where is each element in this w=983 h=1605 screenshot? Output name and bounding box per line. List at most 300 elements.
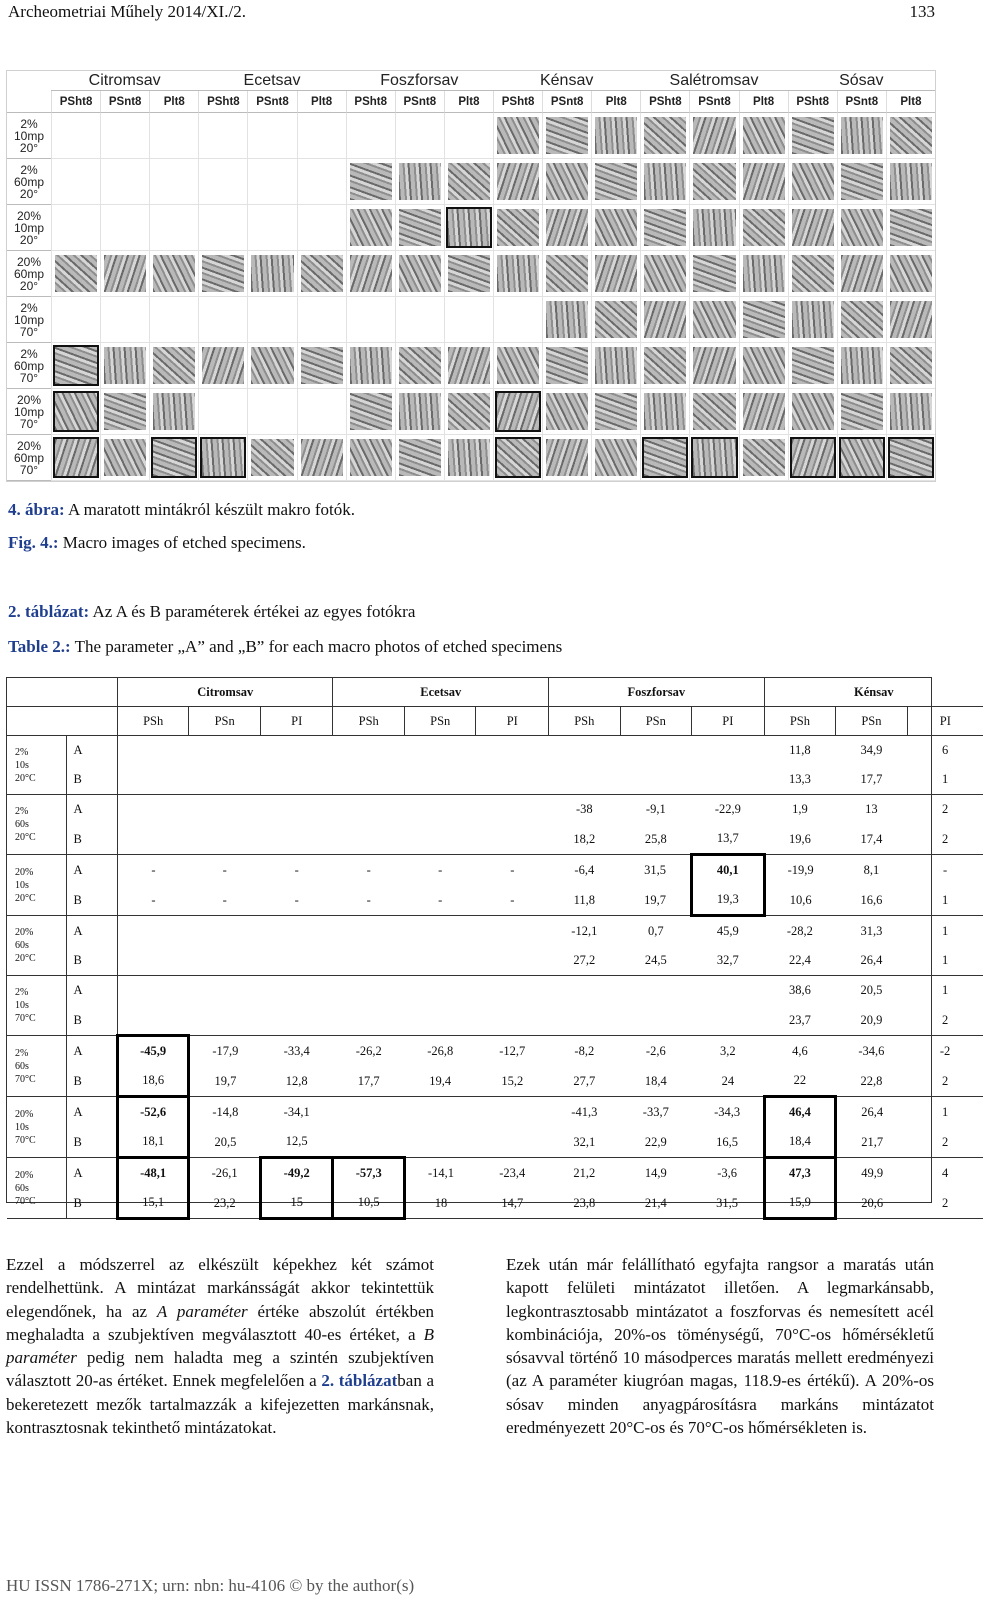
table-value-cell bbox=[404, 795, 476, 825]
table-row bbox=[7, 765, 983, 795]
table-value-cell: -17,9 bbox=[212, 1043, 239, 1058]
table-group-label-line: 20°C bbox=[15, 832, 36, 843]
parameter-table-grid bbox=[7, 678, 983, 1220]
figure-photo-cell bbox=[542, 435, 591, 481]
figure-photo-cell bbox=[788, 435, 837, 481]
table-value-cell bbox=[333, 946, 405, 976]
macro-photo bbox=[841, 439, 883, 476]
macro-photo bbox=[841, 301, 883, 338]
macro-photo bbox=[841, 255, 883, 292]
figure-photo-cell bbox=[444, 251, 493, 297]
figure-photo-cell bbox=[346, 389, 395, 435]
macro-photo bbox=[448, 439, 490, 476]
figure-subcol-header: PSnt8 bbox=[100, 91, 149, 113]
table-sub-header: PSh bbox=[117, 707, 189, 736]
figure-corner bbox=[7, 71, 51, 113]
table-value-cell: 13,7 bbox=[692, 824, 765, 855]
table-group-label bbox=[7, 916, 67, 976]
body-text-right: Ezek után már felállítható egyfajta rangsor a maratás után kapott felületi mintázatot illetően. A legmarkánsabb, legkontrasztosabb mintázatot a foszforvas és nemesített acél kombinációja, 20%-os töménységű, 70°C-os hőmérsékletű sósavval történő 10 másodperces maratás mellett eredményezi (az A paraméter kiugróan magas, 118.9-es értékű). A 20%-os sósav minden anyagpárosításra markáns mintázatot eredményezett 20°C-os és 70°C-os hőmérsékleten is. bbox=[506, 1255, 934, 1438]
table-value-cell: -26,8 bbox=[427, 1043, 454, 1058]
table-value-cell: - bbox=[117, 885, 189, 916]
figure-row-label-line: 2% bbox=[20, 300, 38, 315]
table-param-label: B bbox=[67, 765, 117, 795]
figure-row-label bbox=[7, 343, 51, 389]
figure-photo-cell bbox=[346, 113, 395, 159]
table-group-label-line: 20°C bbox=[15, 892, 36, 904]
table-value-cell: 18,1 bbox=[117, 1127, 189, 1158]
figure-photo-cell bbox=[689, 159, 738, 205]
figure-row-label-line: 60mp bbox=[13, 174, 45, 189]
table-value-cell: 23,8 bbox=[549, 1188, 621, 1219]
figure-photo-cell bbox=[346, 251, 395, 297]
macro-photo bbox=[792, 347, 834, 384]
macro-photo bbox=[890, 439, 932, 476]
macro-photo bbox=[399, 255, 441, 292]
table-value-cell bbox=[620, 976, 692, 1006]
table-value-cell: 4,6 bbox=[792, 1043, 808, 1058]
figure-photo-cell bbox=[591, 435, 640, 481]
macro-photo bbox=[153, 393, 195, 430]
figure-photo-cell bbox=[591, 343, 640, 389]
table-value-cell: 2 bbox=[907, 1188, 983, 1219]
table-group-label-line: 70°C bbox=[15, 1073, 36, 1085]
table-sub-header: PSn bbox=[189, 707, 261, 736]
table-value-cell bbox=[333, 824, 405, 855]
macro-photo bbox=[890, 209, 932, 246]
table-caption-en: Table 2.: The parameter „A” and „B” for each macro photos of etched specimens bbox=[8, 637, 563, 656]
figure-photo-cell bbox=[346, 435, 395, 481]
footer-issn: HU ISSN 1786-271X; urn: nbn: hu-4106 © by the author(s) bbox=[6, 1576, 415, 1595]
page-number: 133 bbox=[909, 2, 935, 21]
table-value-cell bbox=[117, 976, 189, 1006]
table-sub-header: PSn bbox=[404, 707, 476, 736]
table-value-cell: 12,8 bbox=[260, 1066, 333, 1097]
figure-photo-cell bbox=[395, 435, 444, 481]
figure-photo-cell bbox=[297, 113, 346, 159]
table-value-cell bbox=[260, 916, 333, 947]
figure-photo-cell bbox=[149, 343, 198, 389]
table-sub-header: PSh bbox=[764, 707, 836, 736]
macro-photo bbox=[546, 301, 588, 338]
figure-photo-cell bbox=[788, 205, 837, 251]
macro-photo bbox=[497, 163, 539, 200]
macro-photo bbox=[202, 255, 244, 292]
macro-photo bbox=[841, 117, 883, 154]
figure-photo-cell bbox=[51, 251, 100, 297]
table-row bbox=[7, 795, 983, 825]
figure-photo-cell bbox=[247, 297, 296, 343]
figure-photo-cell bbox=[444, 159, 493, 205]
table-value-cell: 14,9 bbox=[644, 1165, 667, 1180]
figure-photo-cell bbox=[395, 297, 444, 343]
table-group-label bbox=[7, 1036, 67, 1097]
figure-photo-cell bbox=[198, 113, 247, 159]
table-value-cell: -33,7 bbox=[642, 1104, 669, 1119]
table-group-label-line: 2% bbox=[15, 746, 29, 758]
macro-photo bbox=[644, 439, 686, 476]
figure-photo-cell bbox=[297, 205, 346, 251]
table-corner bbox=[7, 678, 67, 707]
figure-photo-cell bbox=[198, 389, 247, 435]
figure-photo-cell bbox=[100, 435, 149, 481]
figure-subcol-header: PSnt8 bbox=[837, 91, 886, 113]
figure-photo-cell bbox=[395, 251, 444, 297]
figure-photo-cell bbox=[837, 251, 886, 297]
figure-row-label-line: 20° bbox=[19, 232, 39, 247]
table-value-cell bbox=[333, 765, 405, 795]
figure-photo-cell bbox=[149, 435, 198, 481]
table-value-cell bbox=[260, 976, 333, 1006]
macro-photo bbox=[55, 393, 97, 430]
figure-photo-cell bbox=[886, 251, 935, 297]
macro-photo bbox=[399, 393, 441, 430]
table-value-cell bbox=[260, 1005, 333, 1036]
figure-photo-cell bbox=[346, 205, 395, 251]
figure-acid-header: Ecetsav bbox=[198, 71, 345, 91]
table-value-cell: 18,2 bbox=[549, 824, 621, 855]
figure-photo-cell bbox=[346, 343, 395, 389]
figure-photo-cell bbox=[591, 251, 640, 297]
table-param-label: A bbox=[67, 976, 117, 1006]
table-value-cell: -14,8 bbox=[212, 1104, 239, 1119]
figure-photo-cell bbox=[247, 389, 296, 435]
table-value-cell: - bbox=[260, 885, 333, 916]
macro-photo bbox=[55, 255, 97, 292]
figure-row-label-line: 20% bbox=[16, 392, 42, 407]
figure-photo-cell bbox=[837, 389, 886, 435]
table-row bbox=[7, 824, 983, 855]
figure-row-label-line: 2% bbox=[20, 162, 38, 177]
figure-photo-cell bbox=[444, 435, 493, 481]
figure-photo-cell bbox=[837, 343, 886, 389]
table-sub-header: PSh bbox=[549, 707, 621, 736]
figure-photo-cell bbox=[444, 205, 493, 251]
table-value-cell bbox=[476, 795, 549, 825]
table-value-cell: 22,4 bbox=[764, 946, 836, 976]
figure-photo-cell bbox=[198, 159, 247, 205]
table-value-cell bbox=[333, 976, 405, 1006]
macro-photo bbox=[350, 393, 392, 430]
table-value-cell: 26,4 bbox=[836, 946, 908, 976]
figure-photo-cell bbox=[149, 251, 198, 297]
macro-photo bbox=[792, 163, 834, 200]
macro-photo bbox=[251, 439, 293, 476]
table-row bbox=[7, 916, 983, 947]
figure-caption-en: Fig. 4.: Macro images of etched specimens. bbox=[8, 533, 306, 552]
table-value-cell bbox=[692, 1005, 765, 1036]
macro-photo bbox=[644, 209, 686, 246]
table-value-cell bbox=[404, 736, 476, 766]
table-value-cell bbox=[117, 824, 189, 855]
table-group-label-line: 70°C bbox=[15, 1134, 36, 1146]
macro-photo bbox=[890, 347, 932, 384]
figure-photo-cell bbox=[395, 205, 444, 251]
table-row bbox=[7, 855, 983, 886]
table-value-cell: 1 bbox=[907, 946, 983, 976]
figure-subcol-header: PSht8 bbox=[51, 91, 100, 113]
table-sub-header: PI bbox=[476, 707, 549, 736]
table-sub-header: PI bbox=[260, 707, 333, 736]
table-value-cell: - bbox=[510, 862, 515, 877]
figure-photo-cell bbox=[395, 159, 444, 205]
table-value-cell: 19,4 bbox=[404, 1066, 476, 1097]
table-value-cell: 16,5 bbox=[692, 1127, 765, 1158]
figure-row-label-line: 20% bbox=[16, 254, 42, 269]
figure-photo-cell bbox=[788, 389, 837, 435]
table-value-cell bbox=[476, 916, 549, 947]
table-value-cell bbox=[117, 1005, 189, 1036]
figure-photo-cell bbox=[395, 343, 444, 389]
figure-photo-cell bbox=[640, 389, 689, 435]
table-param-label: B bbox=[67, 885, 117, 916]
table-value-cell: 20,6 bbox=[836, 1188, 908, 1219]
table-value-cell: 19,6 bbox=[764, 824, 836, 855]
figure-subcol-header: PSnt8 bbox=[395, 91, 444, 113]
table-value-cell: - bbox=[438, 862, 443, 877]
table-value-cell: 6 bbox=[941, 743, 949, 757]
table-param-label: B bbox=[67, 1005, 117, 1036]
table-value-cell: 22 bbox=[764, 1066, 836, 1097]
figure-photo-cell bbox=[591, 205, 640, 251]
macro-photo bbox=[350, 255, 392, 292]
macro-photo bbox=[890, 163, 932, 200]
table-value-cell bbox=[117, 946, 189, 976]
figure-row-label bbox=[7, 113, 51, 159]
table-value-cell bbox=[117, 916, 189, 947]
table-value-cell: 12,5 bbox=[260, 1127, 333, 1158]
table-value-cell: 21,7 bbox=[836, 1127, 908, 1158]
table-value-cell: -34,3 bbox=[714, 1104, 741, 1119]
figure-photo-cell bbox=[100, 159, 149, 205]
macro-photo bbox=[693, 117, 735, 154]
figure-photo-cell bbox=[886, 343, 935, 389]
table-value-cell: 1 bbox=[941, 923, 949, 938]
figure-subcol-header: PSht8 bbox=[198, 91, 247, 113]
table-value-cell: 4 bbox=[941, 1165, 949, 1180]
figure-photo-cell bbox=[51, 205, 100, 251]
table-value-cell: 20,9 bbox=[836, 1005, 908, 1036]
table-sub-header: PSh bbox=[333, 707, 405, 736]
figure-photo-cell bbox=[51, 435, 100, 481]
macro-photo bbox=[890, 255, 932, 292]
table-value-cell bbox=[260, 736, 333, 766]
table-value-cell bbox=[620, 765, 692, 795]
table-row bbox=[7, 1005, 983, 1036]
macro-photo bbox=[743, 393, 785, 430]
table-value-cell: -34,6 bbox=[858, 1043, 885, 1058]
figure-photo-cell bbox=[493, 251, 542, 297]
table-caption-hu: 2. táblázat: Az A és B paraméterek értékei az egyes fotókra bbox=[8, 602, 416, 621]
figure-photo-cell bbox=[493, 343, 542, 389]
figure-row-label-line: 10mp bbox=[13, 312, 45, 327]
table-value-cell: -14,1 bbox=[427, 1165, 454, 1180]
table-value-cell bbox=[620, 736, 692, 766]
table-param-label: A bbox=[67, 1158, 117, 1189]
table-value-cell: 47,3 bbox=[764, 1158, 836, 1189]
macro-photo bbox=[546, 209, 588, 246]
table-value-cell: 16,6 bbox=[836, 885, 908, 916]
macro-photo bbox=[497, 255, 539, 292]
figure-subcol-header: PSnt8 bbox=[689, 91, 738, 113]
table-value-cell bbox=[333, 1005, 405, 1036]
figure-photo-cell bbox=[542, 251, 591, 297]
table-value-cell bbox=[404, 765, 476, 795]
table-value-cell bbox=[189, 795, 261, 825]
table-value-cell: 3,2 bbox=[720, 1043, 736, 1058]
macro-photo bbox=[448, 209, 490, 246]
table-value-cell bbox=[476, 736, 549, 766]
table-value-cell bbox=[549, 765, 621, 795]
figure-photo-cell bbox=[149, 297, 198, 343]
figure-photo-cell bbox=[493, 389, 542, 435]
table-value-cell bbox=[476, 946, 549, 976]
table-value-cell: 13 bbox=[865, 802, 878, 816]
figure-photo-cell bbox=[788, 297, 837, 343]
table-value-cell: 21,4 bbox=[620, 1188, 692, 1219]
table-value-cell: 1 bbox=[907, 765, 983, 795]
table-row bbox=[7, 1127, 983, 1158]
table-value-cell bbox=[404, 946, 476, 976]
macro-photo bbox=[890, 301, 932, 338]
figure-subcol-header: PSht8 bbox=[346, 91, 395, 113]
figure-photo-cell bbox=[689, 435, 738, 481]
journal-title: Archeometriai Műhely 2014/XI./2. bbox=[8, 2, 246, 21]
figure-photo-cell bbox=[788, 251, 837, 297]
figure-subcol-header: PSht8 bbox=[788, 91, 837, 113]
figure-grid bbox=[7, 71, 935, 481]
figure-photo-cell bbox=[493, 205, 542, 251]
table-row bbox=[7, 1158, 983, 1189]
figure-photo-cell bbox=[247, 251, 296, 297]
figure-photo-cell bbox=[886, 113, 935, 159]
figure-photo-cell bbox=[100, 205, 149, 251]
table-value-cell: 2 bbox=[941, 802, 949, 816]
table-value-cell: 27,2 bbox=[549, 946, 621, 976]
table-value-cell bbox=[404, 916, 476, 947]
macro-photo bbox=[497, 209, 539, 246]
figure-photo-cell bbox=[247, 159, 296, 205]
table-value-cell: -2 bbox=[939, 1043, 951, 1058]
table-value-cell: 26,4 bbox=[861, 1104, 884, 1119]
table-value-cell: 32,1 bbox=[549, 1127, 621, 1158]
figure-photo-cell bbox=[297, 251, 346, 297]
table-value-cell: 18 bbox=[404, 1188, 476, 1219]
table-group-label-line: 20% bbox=[15, 1108, 34, 1120]
table-group-label-line: 60s bbox=[15, 940, 29, 951]
table-row bbox=[7, 976, 983, 1006]
table-value-cell: 15,9 bbox=[764, 1188, 836, 1219]
table-value-cell bbox=[333, 736, 405, 766]
table-group-label-line: 2% bbox=[15, 987, 29, 998]
macro-photo bbox=[55, 347, 97, 384]
table-value-cell: - bbox=[366, 862, 371, 877]
table-value-cell bbox=[476, 976, 549, 1006]
table-value-cell bbox=[117, 765, 189, 795]
figure-row-label-line: 70° bbox=[19, 416, 39, 431]
macro-photo bbox=[448, 163, 490, 200]
figure-subcol-header: Plt8 bbox=[886, 91, 935, 113]
figure-macro-images bbox=[6, 70, 936, 482]
macro-photo bbox=[743, 117, 785, 154]
table-sub-header: PI bbox=[692, 707, 765, 736]
table-value-cell bbox=[117, 795, 189, 825]
table-value-cell: 2 bbox=[907, 1066, 983, 1097]
figure-row-label bbox=[7, 389, 51, 435]
table-value-cell bbox=[476, 824, 549, 855]
table-value-cell: -26,1 bbox=[211, 1165, 238, 1180]
figure-photo-cell bbox=[100, 389, 149, 435]
figure-photo-cell bbox=[640, 435, 689, 481]
parameter-table bbox=[6, 677, 951, 1210]
table-value-cell: -19,9 bbox=[787, 862, 814, 877]
macro-photo bbox=[153, 255, 195, 292]
macro-photo bbox=[251, 255, 293, 292]
figure-photo-cell bbox=[591, 113, 640, 159]
figure-photo-cell bbox=[640, 205, 689, 251]
figure-photo-cell bbox=[886, 205, 935, 251]
table-value-cell: 22,9 bbox=[620, 1127, 692, 1158]
macro-photo bbox=[595, 163, 637, 200]
table-value-cell bbox=[260, 765, 333, 795]
figure-photo-cell bbox=[395, 389, 444, 435]
table-value-cell: 38,6 bbox=[788, 983, 811, 997]
macro-photo bbox=[693, 393, 735, 430]
macro-photo bbox=[743, 255, 785, 292]
macro-photo bbox=[595, 347, 637, 384]
table-value-cell: 21,2 bbox=[573, 1165, 596, 1180]
figure-photo-cell bbox=[51, 159, 100, 205]
figure-photo-cell bbox=[591, 389, 640, 435]
macro-photo bbox=[841, 347, 883, 384]
figure-photo-cell bbox=[788, 159, 837, 205]
table-value-cell bbox=[476, 1097, 549, 1128]
macro-photo bbox=[546, 255, 588, 292]
table-value-cell: 31,5 bbox=[692, 1188, 765, 1219]
table-value-cell: 1 bbox=[941, 983, 949, 997]
figure-subcol-header: Plt8 bbox=[444, 91, 493, 113]
figure-photo-cell bbox=[493, 113, 542, 159]
figure-photo-cell bbox=[739, 159, 788, 205]
figure-subcol-header: PSnt8 bbox=[247, 91, 296, 113]
table-value-cell bbox=[117, 736, 189, 766]
macro-photo bbox=[595, 393, 637, 430]
table-sub-header: PI bbox=[907, 707, 983, 736]
table-value-cell: 49,9 bbox=[861, 1165, 884, 1180]
macro-photo bbox=[546, 163, 588, 200]
table-value-cell: -38 bbox=[575, 802, 593, 816]
figure-row-label-line: 60mp bbox=[13, 266, 45, 281]
figure-row-label-line: 20° bbox=[19, 278, 39, 293]
macro-photo bbox=[743, 439, 785, 476]
figure-photo-cell bbox=[444, 343, 493, 389]
macro-photo bbox=[792, 393, 834, 430]
figure-photo-cell bbox=[542, 113, 591, 159]
table-value-cell: - bbox=[476, 885, 549, 916]
figure-photo-cell bbox=[739, 205, 788, 251]
table-sub-header: PSn bbox=[620, 707, 692, 736]
table-value-cell bbox=[260, 946, 333, 976]
figure-photo-cell bbox=[886, 159, 935, 205]
table-value-cell: 23,2 bbox=[189, 1188, 261, 1219]
figure-photo-cell bbox=[100, 113, 149, 159]
macro-photo bbox=[595, 117, 637, 154]
figure-subcol-header: Plt8 bbox=[297, 91, 346, 113]
figure-photo-cell bbox=[198, 251, 247, 297]
table-value-cell: 1 bbox=[941, 1104, 949, 1119]
macro-photo bbox=[546, 347, 588, 384]
table-value-cell: 1 bbox=[907, 885, 983, 916]
table-value-cell: 19,7 bbox=[620, 885, 692, 916]
